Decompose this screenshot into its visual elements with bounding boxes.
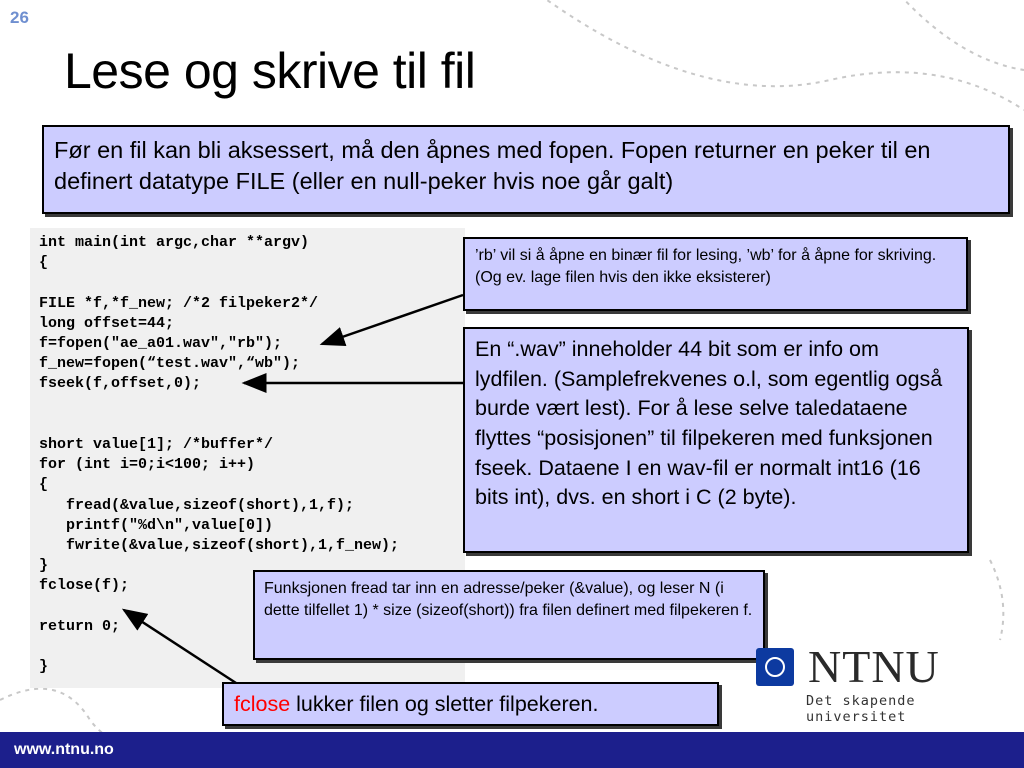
- code-line: [39, 274, 48, 291]
- note-rb-wb: [463, 237, 968, 311]
- ntnu-logo: [756, 641, 1006, 725]
- logo-name: NTNU: [808, 641, 940, 692]
- footer-bar: [0, 732, 1024, 768]
- code-line: {: [39, 476, 49, 494]
- intro-text: Før en fil kan bli aksessert, må den åpnes med fopen. Fopen returner en peker til en definert datatype FILE (eller en null-peker hvis noe går galt): [54, 137, 931, 194]
- code-line: fwrite(&value,sizeof(short),1,f_new);: [39, 537, 400, 555]
- code-line: }: [39, 658, 49, 676]
- code-line: FILE *f,*f_new; /*2 filpeker2*/: [39, 294, 319, 312]
- code-line: }: [39, 557, 49, 575]
- ntnu-logo-icon: [756, 648, 794, 686]
- code-line: [39, 638, 48, 655]
- code-line: fclose(f);: [39, 577, 130, 595]
- code-line: for (int i=0;i<100; i++): [39, 456, 256, 474]
- code-line: long offset=44;: [39, 314, 175, 332]
- note-fread: [253, 570, 765, 660]
- code-line: int main(int argc,char **argv): [39, 234, 310, 251]
- code-line: [39, 396, 48, 413]
- page-title: Lese og skrive til fil: [64, 43, 476, 99]
- note-fclose: [222, 682, 719, 726]
- code-line: short value[1]; /*buffer*/: [39, 436, 274, 454]
- code-line: printf("%d\n",value[0]): [39, 516, 274, 534]
- code-line: [39, 598, 48, 615]
- code-line: fread(&value,sizeof(short),1,f);: [39, 496, 355, 514]
- note-rb-wb-text: ’rb’ vil si å åpne en binær fil for lesing, ’wb’ for å åpne for skriving. (Og ev. lage filen hvis den ikke eksisterer): [475, 247, 937, 287]
- code-line: {: [39, 254, 49, 272]
- footer-url[interactable]: www.ntnu.no: [14, 741, 114, 758]
- fclose-keyword: fclose: [234, 692, 291, 716]
- fclose-description: lukker filen og sletter filpekeren.: [290, 692, 599, 716]
- code-line: [39, 416, 48, 433]
- code-line: return 0;: [39, 617, 121, 635]
- note-wav-header: [463, 327, 969, 553]
- code-line: fseek(f,offset,0);: [39, 375, 202, 393]
- slide-number: 26: [10, 8, 29, 27]
- code-line: f=fopen("ae_a01.wav","rb");: [39, 335, 283, 353]
- logo-tagline: Det skapende universitet: [806, 693, 916, 725]
- note-wav-text: En “.wav” inneholder 44 bit som er info om lydfilen. (Samplefrekvenes o.l, som egentlig også burde vært lest). For å lese selve taledataene flyttes “posisjonen” til filpekeren med funksjonen fseek. Dataene I en wav-fil er normalt int16 (16 bits int), dvs. en short i C (2 byte).: [475, 337, 943, 510]
- intro-box: [42, 125, 1010, 214]
- code-line: f_new=fopen(“test.wav",“wb");: [39, 355, 301, 373]
- note-fread-text: Funksjonen fread tar inn en adresse/peker (&value), og leser N (i dette tilfellet 1) * size (sizeof(short)) fra filen definert med filpekeren f.: [264, 580, 753, 619]
